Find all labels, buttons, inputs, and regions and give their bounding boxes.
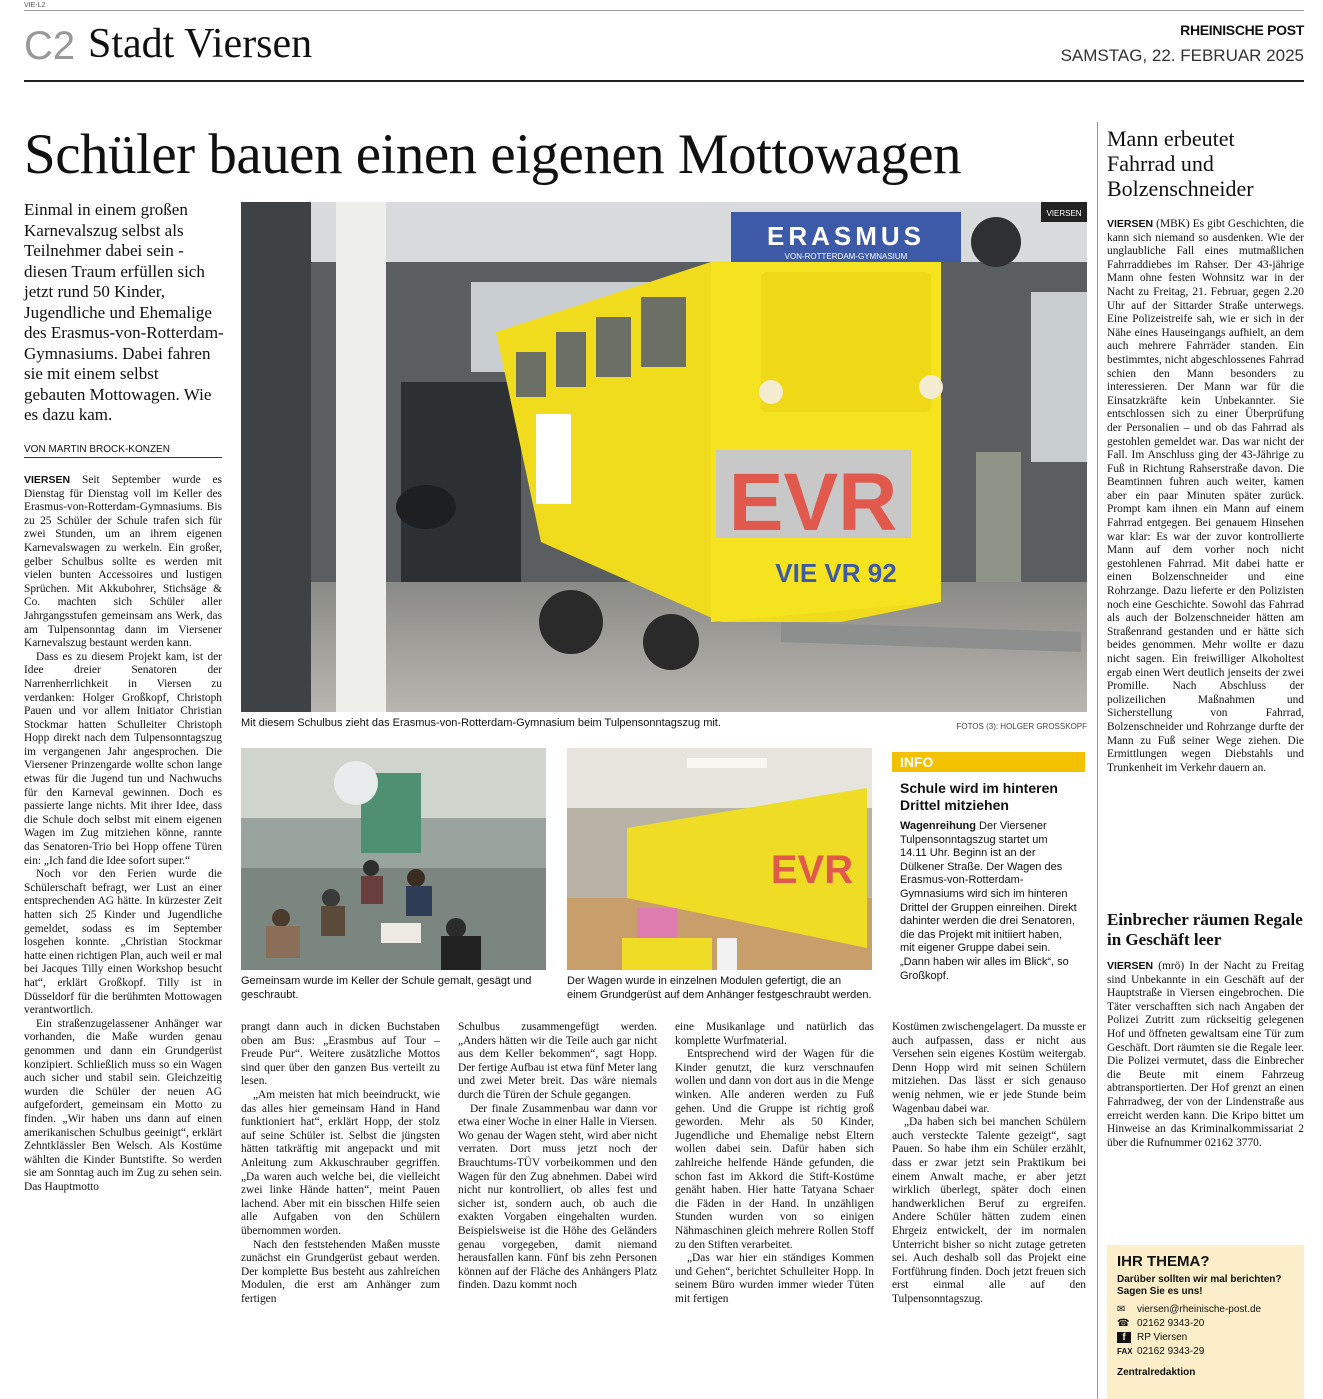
section-name: Stadt Viersen <box>88 21 313 67</box>
top-rule <box>24 10 1304 11</box>
paragraph: „Da haben sich bei manchen Schülern auch versteckte Talente gezeigt“, sagt Pauen. So habe ihm ein Schüler erzählt, dass er zwar jetzt sein Praktikum bei einem Anwalt mache, er aber jetzt wirklich überlegt, später doch einen handwerklichen Beruf zu ergreifen. Andere Schüler hätten zudem einen Ehrgeiz entwickelt, der im normalen Unterricht bisher so nicht zutage getreten sei. Auch deshalb soll das Projekt eine Fortführung finden. Doch jetzt freuen sich erst einmal alle auf den Tulpensonntagszug. <box>892 1116 1086 1305</box>
email-row[interactable] <box>1117 1304 1294 1315</box>
article-column-3 <box>458 1021 657 1396</box>
bus-letters: EVR <box>728 457 898 548</box>
photo-school-bus <box>241 202 1087 712</box>
photo-main-caption: Mit diesem Schulbus zieht das Erasmus-von-Rotterdam-Gymnasium beim Tulpensonntagszug mit. <box>241 717 721 729</box>
facebook-icon: f <box>1117 1332 1131 1343</box>
photo-right-caption: Der Wagen wurde in einzelnen Modulen gefertigt, die an einem Grundgerüst auf dem Anhänger festgeschraubt werden. <box>567 975 872 1001</box>
facebook-link[interactable]: RP Viersen <box>1137 1332 1188 1343</box>
header-rule <box>24 80 1304 82</box>
page-code: VIE-L2 <box>24 2 46 9</box>
thema-title: IHR THEMA? <box>1117 1253 1210 1270</box>
bus-plate: VIE VR 92 <box>775 558 897 588</box>
sidebar-headline-1: Mann erbeutet Fahrrad und Bolzenschneider <box>1107 126 1254 201</box>
byline: VON MARTIN BROCK-KONZEN <box>24 444 222 458</box>
info-body <box>900 820 1077 983</box>
envelope-icon: ✉ <box>1117 1304 1126 1315</box>
sidebar-story-2 <box>1107 960 1304 1230</box>
fax-row <box>1117 1346 1294 1357</box>
info-title: Schule wird im hinteren Drittel mitziehen <box>900 780 1058 813</box>
info-box <box>892 752 1085 1005</box>
sidebar-divider <box>1097 122 1098 1399</box>
article-column-1 <box>24 474 222 1394</box>
article-column-5 <box>892 1021 1086 1396</box>
fax-number: 02162 9343-29 <box>1137 1346 1205 1357</box>
article-column-4 <box>675 1021 874 1396</box>
email-link[interactable]: viersen@rheinische-post.de <box>1137 1304 1262 1315</box>
phone-row[interactable] <box>1117 1318 1294 1329</box>
thema-footer: Zentralredaktion <box>1117 1367 1196 1378</box>
paragraph: Schulbus zusammengefügt werden. „Anders hätten wir die Teile auch gar nicht aus dem Keller bekommen“, sagt Hopp. Der fertige Aufbau ist etwa fünf Meter lang und zwei Meter breit. Das wäre niemals durch die Türen der Schule gegangen. <box>458 1021 657 1101</box>
sidebar-story-1 <box>1107 218 1304 888</box>
section-number: C2 <box>24 24 76 68</box>
paragraph: Dass es zu diesem Projekt kam, ist der Idee dreier Senatoren der Narrenherrlichkeit in Viersen zu verdanken: Holger Großkopf, Christoph Pauen und vor allem Initiator Christian Stockmar hatten Schulleiter Christoph Hopp direkt nach dem Tulpensonntagszug im vergangenen Jahr angesprochen. Die Viersener Prinzengarde wollte schon lange etwas für die Jugend tun und Nachwuchs für den Karneval gewinnen. Doch es passierte lange nichts. Mit ihrer Idee, dass die Schule doch selbst mit einem eigenen Wagen im Zug mitziehen könne, rannte das Senatoren-Trio bei Hopp offene Türen ein: „Ich fand die Idee sofort super.“ <box>24 650 222 867</box>
paragraph: (mrö) In der Nacht zu Freitag sind Unbekannte in ein Geschäft auf der Hauptstraße in Viersen eingebrochen. Die Täter verschafften sich nach Angaben der Polizei Zutritt zum rückseitig gelegenen Hof und öffneten gewaltsam eine Tür zum Geschäft. Dort räumten sie die Regale leer. Die Polizei vermutet, dass die Einbrecher die Beute mit einem Fahrzeug abtransportierten. Der Hof grenzt an einen Fahrradweg, der von der Lindenstraße aus erreicht werden kann. Die Kripo bittet um Hinweise an das Kriminalkommissariat 2 über die Rufnummer 02162 3770. <box>1107 960 1304 1149</box>
fax-label: FAX <box>1117 1347 1133 1356</box>
info-text: Der Viersener Tulpensonntagszug startet um 14.11 Uhr. Beginn ist an der Dülkener Straße. Der Wagen des Erasmus-von-Rotterdam-Gymnasiums wird sich im hinteren Drittel der Gruppen einreihen. Direkt dahinter werden die drei Senatoren, die das Projekt mit initiiert haben, mit eigener Gruppe dabei sein. „Dann haben wir alles im Blick“, so Großkopf. <box>900 820 1077 982</box>
reader-contact-box <box>1107 1245 1304 1399</box>
paragraph: Entsprechend wird der Wagen für die Kinder genutzt, die kurz verschnaufen wollen und dann von dort aus in die Menge winken. Alle anderen werden zu Fuß gehen. Und die Gruppe ist richtig groß geworden. Mehr als 50 Kinder, Jugendliche und Ehemalige nebst Eltern wollen dabei sein. Dafür haben sich zahlreiche helfende Hände gefunden, die schon fast im Akkord die Stift-Kostüme genäht haben. Hier hatte Tatyana Schaer die Fäden in der Hand. In unzähligen Stunden wurden von so einigen Nähmaschinen gleich mehrere Rollen Stoff zu den Stiften verarbeitet. <box>675 1048 874 1251</box>
phone-number[interactable]: 02162 9343-20 <box>1137 1318 1205 1329</box>
info-label: INFO <box>892 752 1085 772</box>
garage-sign: VIERSEN <box>1046 209 1082 218</box>
photo-basement-workshop <box>241 748 546 970</box>
dateline: VIERSEN <box>1107 960 1154 972</box>
article-intro: Einmal in einem großen Karnevalszug selbst als Teilnehmer dabei sein - diesen Traum erfüllen sich jetzt rund 50 Kinder, Jugendliche und Ehemalige des Erasmus-von-Rotterdam-Gymnasiums. Dabei fahren sie mit einem selbst gebauten Mottowagen. Wie es dazu kam. <box>24 200 224 424</box>
paragraph: Kostümen zwischengelagert. Da musste er auch aufpassen, dass er nicht aus Versehen sein eigenes Kostüm weitergab. Denn Hopp wird mit seinen Schülern mitziehen. Das lässt er sich genauso wenig nehmen, wie er jede Stunde beim Wagenbau dabei war. <box>892 1021 1086 1115</box>
main-headline: Schüler bauen einen eigenen Mottowagen <box>24 123 962 186</box>
thema-subtitle: Darüber sollten wir mal berichten? Sagen Sie es uns! <box>1117 1274 1282 1297</box>
paper-name: RHEINISCHE POST <box>1180 22 1304 38</box>
paragraph: Nach den feststehenden Maßen musste zunächst ein Grundgerüst gebaut werden. Der komplette Bus besteht aus zahlreichen Modulen, die erst am Anhänger zum fertigen <box>241 1238 440 1305</box>
dateline: VIERSEN <box>24 474 71 486</box>
paragraph: Der finale Zusammenbau war dann vor etwa einer Woche in einer Halle in Viersen. Wo genau der Wagen steht, wird aber nicht verraten. Dort muss jetzt noch der Brauchtums-TÜV vorbeikommen und den Wagen für den Zug abnehmen. Dabei wird nicht nur kontrolliert, ob alles fest und sicher ist, sondern auch, ob auch die exakten Vorgaben eingehalten wurden. Beispielsweise ist die Höhe des Geländers genau vorgegeben, damit niemand herausfallen kann. Fünf bis zehn Personen können auf der Fläche des Anhängers Platz finden. Dazu kommt noch <box>458 1102 657 1292</box>
facebook-row[interactable] <box>1117 1332 1294 1343</box>
info-lead: Wagenreihung <box>900 820 976 832</box>
paragraph: Ein straßenzugelassener Anhänger war vorhanden, die Maße wurden genau genommen und dann ein Grundgerüst konzipiert. Schließlich muss so ein Wagen auch sicher und stabil sein. Gleichzeitig wurden die Schüler der neuen AG aufgefordert, gemeinsam ein Motto zu finden. „Wir haben uns dann auf einen amerikanischen Schulbus geeinigt“, erklärt Zehntklässler Ben Welsch. Als Kostüme wählten die Kinder Buntstifte. So werden sie am Sonntag auch im Zug zu sehen sein. Das Hauptmotto <box>24 1017 222 1193</box>
paragraph: „Das war hier ein ständiges Kommen und Gehen“, berichtet Schulleiter Hopp. In seinem Büro wurden immer wieder Tüten mit fertigen <box>675 1252 874 1305</box>
photo-left-caption: Gemeinsam wurde im Keller der Schule gemalt, gesägt und geschraubt. <box>241 975 532 1001</box>
bus-sign-text: ERASMUS <box>766 221 926 251</box>
paragraph: „Am meisten hat mich beeindruckt, wie das alles hier gemeinsam Hand in Hand funktioniert hat“, erklärt Hopp, der stolz auf seine Schüler ist. Selbst die jüngsten hätten tatkräftig mit angepackt und mit Anleitung zum Akkuschrauber gegriffen. „Da waren auch welche bei, die vielleicht zwei linke Hände hatten“, meint Pauen lachend. Aber mit ein bisschen Hilfe seien alle Aufgaben von den Schülern übernommen worden. <box>241 1088 440 1237</box>
photo-bus-modules <box>567 748 872 970</box>
paragraph: (MBK) Es gibt Geschichten, die kann sich niemand so ausdenken. Wie der unglaubliche Fall eines mutmaßlichen Fahrraddiebes im Rahser. Der 43-jährige Mann ohne festen Wohnsitz war in der Nacht zu Freitag, 21. Februar, gegen 2.20 Uhr auf der Sittarder Straße unterwegs. Eine Polizeistreife sah, wie er sich in der Nähe eines Hauseingangs aufhielt, an dem auch mehrere Fahrräder standen. Ein bestimmtes, nicht abgeschlossenes Fahrrad schien den Mann besonders zu interessieren. Der Mann war für die Einsatzkräfte kein Unbekannter. Sie entschlossen sich zu einer Überprüfung der Personalien – und ob das Fahrrad als gestohlen gemeldet war. Das war nicht der Fall. Im Anschluss ging der 43-Jährige zu Fuß in Richtung Rahserstraße davon. Die Beamtinnen fuhren auch weiter, kamen aber ein paar Minuten später zurück. Prompt kam ihnen ein Mann auf einem Fahrrad entgegen. Bei genauem Hinsehen war klar: Es war der zuvor kontrollierte Mann auf dem vorher noch nicht gestohlenen Fahrrad. Mit dabei hatte er einen Bolzenschneider und eine Rohrzange. Dazu lieferte er den Polizisten noch eine Geschichte. Sowohl das Fahrrad als auch der Bolzenschneider hätten am Straßenrand gestanden und er hätte sich beides genommen. Mehr wollte er dazu nicht sagen. Ein freiwilliger Alkoholtest ergab einen Wert deutlich jenseits der zwei Promille. Nach Abschluss der polizeilichen Maßnahmen und Sicherstellung von Fahrrad, Bolzenschneider und Rohrzange durfte der Mann zu Fuß seiner Wege ziehen. Die Ermittlungen wegen Diebstahls und Trunkenheit im Verkehr dauern an. <box>1107 218 1304 774</box>
bus-sign-subtext: VON-ROTTERDAM-GYMNASIUM <box>784 252 908 261</box>
article-column-2 <box>241 1021 440 1396</box>
dateline: VIERSEN <box>1107 218 1154 230</box>
paragraph: Noch vor den Ferien wurde die Schülerschaft befragt, wer Lust an einer entsprechenden AG hätte. In kürzester Zeit hatten sich 25 Kinder und Jugendliche gemeldet, sodass es im September losgehen konnte. „Christian Stockmar hatte einen richtigen Plan, auch weil er mal bei Jacques Tilly einen Workshop besucht hat“, erklärt Großkopf. Tilly ist in Düsseldorf für die berühmten Mottowagen verantwortlich. <box>24 868 222 1017</box>
module-letters: EVR <box>770 848 854 892</box>
sidebar-headline-2: Einbrecher räumen Regale in Geschäft leer <box>1107 910 1303 949</box>
paragraph: eine Musikanlage und natürlich das komplette Wurfmaterial. <box>675 1021 874 1047</box>
paragraph: Seit September wurde es Dienstag für Dienstag voll im Keller des Erasmus-von-Rotterdam-Gymnasiums. Bis zu 25 Schüler der Schule trafen sich für zwei Stunden, um an ihrem eigenen Karnevalswagen zu werkeln. Ein großer, gelber Schulbus sollte es werden mit vielen bunten Accessoires und lustigen Sprüchen. Mit Akkubohrer, Stichsäge & Co. machten sich Schüler aller Jahrgangsstufen gemeinsam ans Werk, das am Tulpensonntag dann im Viersener Karnevalszug bestaunt werden kann. <box>24 474 222 650</box>
photo-credit: FOTOS (3): HOLGER GROSSKOPF <box>956 722 1087 731</box>
paragraph: prangt dann auch in dicken Buchstaben oben am Bus: „Erasmbus auf Tour – Freude Pur“. Weitere zusätzliche Mottos sind quer über den ganzen Bus verteilt zu lesen. <box>241 1021 440 1088</box>
issue-date: SAMSTAG, 22. FEBRUAR 2025 <box>1060 46 1304 65</box>
phone-icon: ☎ <box>1117 1318 1130 1329</box>
